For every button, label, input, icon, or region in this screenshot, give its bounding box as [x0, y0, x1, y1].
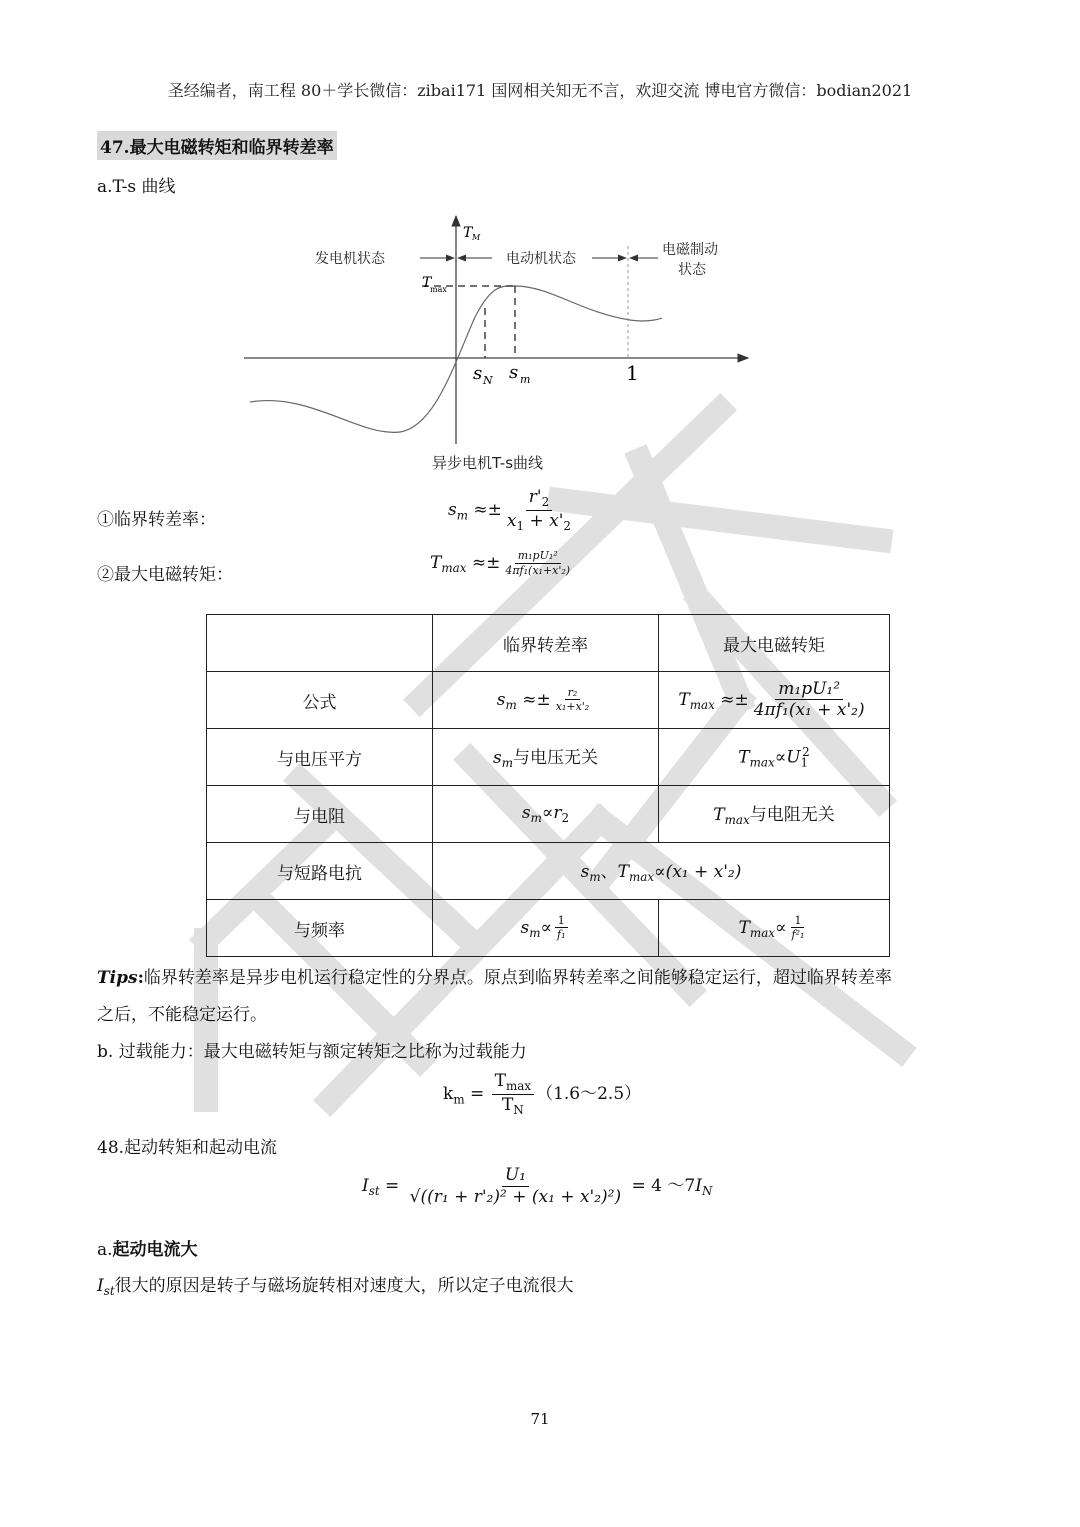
- diagram-caption: 异步电机T-s曲线: [432, 454, 544, 472]
- region-brake-label-1: 电磁制动: [662, 242, 718, 258]
- section-48-title: 48.起动转矩和起动电流: [97, 1138, 278, 1158]
- section-47-title: 47.最大电磁转矩和临界转差率: [97, 131, 337, 160]
- sm-label: s: [509, 362, 519, 383]
- table-row-label: 公式: [207, 672, 433, 729]
- subsection-b-text: b. 过载能力：最大电磁转矩与额定转矩之比称为过载能力: [97, 1042, 527, 1062]
- s-one-label: 1: [626, 361, 639, 385]
- tmax-label: T: [422, 275, 432, 291]
- region-generator-label: 发电机状态: [315, 251, 385, 267]
- table-row-label: 与电压平方: [207, 729, 433, 786]
- formula2: $T_{max}$ ≈± $\frac{\text{m₁pU₁²}}{\text{4πf₁(x₁+x'₂)}}$: [430, 549, 571, 577]
- ts-curve-diagram: [230, 212, 770, 480]
- table-cell: $s_m\propto r_2$: [433, 786, 659, 843]
- table-row: [207, 786, 890, 843]
- table-header-cell: 最大电磁转矩: [659, 615, 890, 672]
- page-number: 71: [530, 1410, 550, 1428]
- page-header: 圣经编者，南工程 80＋学长微信：zibai171 国网相关知无不言，欢迎交流 博电官方微信：bodian2021: [167, 81, 913, 100]
- table-header-cell: 临界转差率: [433, 615, 659, 672]
- table-cell: $s_m$ ≈± $\frac{\text{r₂}}{\text{x₁+x'₂}}$: [433, 672, 659, 729]
- table-cell: $T_{max}\propto U_1^2$: [659, 729, 890, 786]
- sn-label: s: [473, 363, 483, 384]
- tips-label: Tips: [97, 968, 138, 988]
- table-header-cell: [207, 615, 433, 672]
- table-header-row: [207, 615, 890, 672]
- subsection-a-label: a.T-s 曲线: [97, 177, 176, 197]
- comparison-table: [206, 614, 890, 957]
- starting-current-formula: $I_{st}$ = $\frac{\text{U₁}}{\text{√((r₁ + r'₂)² + (x₁ + x'₂)²)}}$ = 4 $\sim 7I_N$: [362, 1165, 713, 1207]
- section-48-sub-a: a.起动电流大: [97, 1240, 198, 1260]
- formula2-label: ②最大电磁转矩：: [97, 565, 233, 585]
- overload-formula: $k_m$ = $\frac{T_{max}}{T_N}$ （1.6～2.5）: [443, 1071, 642, 1117]
- table-cell: $s_m$与电压无关: [433, 729, 659, 786]
- table-row: [207, 672, 890, 729]
- tips-line-2: 之后，不能稳定运行。: [97, 1005, 267, 1025]
- table-row-label: 与短路电抗: [207, 843, 433, 900]
- table-cell: $T_{max}$与电阻无关: [659, 786, 890, 843]
- table-cell: $T_{max}\propto$ $\frac{1}{\text{f²₁}}$: [659, 900, 890, 957]
- table-row: [207, 900, 890, 957]
- region-motor-label: 电动机状态: [506, 251, 576, 267]
- section-48-body: $I_{st}$很大的原因是转子与磁场旋转相对速度大，所以定子电流很大: [97, 1276, 574, 1299]
- formula1: $s_m$ ≈± $\frac{r'_2}{x_1 + x'_2}$: [448, 487, 571, 533]
- table-row-label: 与电阻: [207, 786, 433, 843]
- y-axis-label: T: [463, 225, 473, 241]
- tmax-sub: max: [430, 285, 447, 294]
- sm-sub: m: [520, 373, 531, 386]
- table-row: [207, 843, 890, 900]
- formula1-label: ①临界转差率：: [97, 510, 216, 530]
- region-brake-label-2: 状态: [678, 262, 706, 278]
- table-row: [207, 729, 890, 786]
- y-axis-sub: M: [472, 233, 481, 242]
- table-cell: $s_m$、$T_{max}\propto(x_1 + x'_2)$: [433, 843, 890, 900]
- table-row-label: 与频率: [207, 900, 433, 957]
- table-cell: $T_{max}$ ≈± $\frac{\text{m₁pU₁²}}{\text{4πf₁(x₁ + x'₂)}}$: [659, 672, 890, 729]
- table-cell: $s_m\propto$ $\frac{1}{\text{f₁}}$: [433, 900, 659, 957]
- sn-sub: N: [483, 374, 493, 387]
- tips-line-1: Tips:临界转差率是异步电机运行稳定性的分界点。原点到临界转差率之间能够稳定运行，超过临界转差率: [97, 968, 892, 988]
